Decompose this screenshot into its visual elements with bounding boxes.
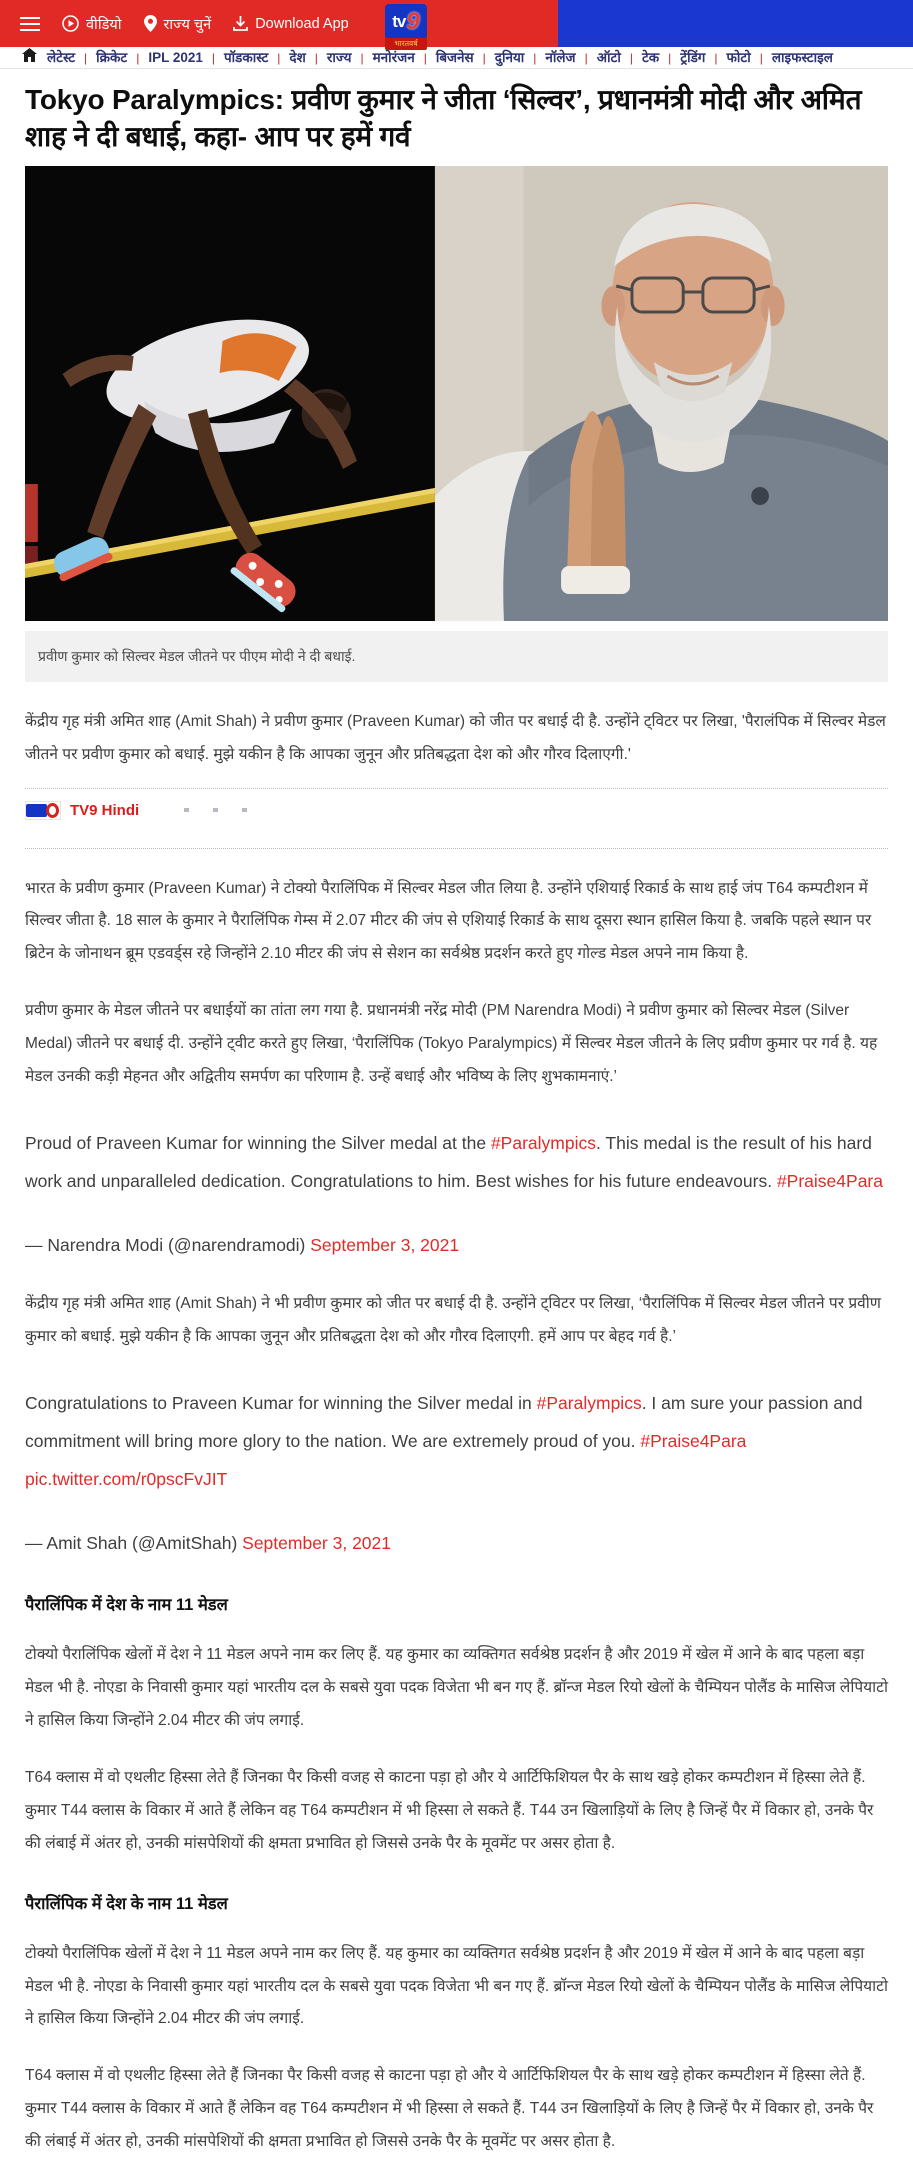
select-state-label: राज्य चुनें [163,16,212,33]
nav-separator: | [314,51,318,65]
nav-item[interactable]: फोटो [726,50,751,65]
nav-separator: | [533,51,537,65]
category-nav [0,47,913,69]
top-header [0,0,913,47]
nav-separator: | [360,51,364,65]
article-paragraph: T64 क्लास में वो एथलीट हिस्सा लेते हैं जिनका पैर किसी वजह से काटना पड़ा हो और ये आर्टिफिशियल पैर के साथ खड़े होकर कम्पटीशन में हिस्सा लेते हैं. कुमार T44 क्लास के विकार में आते हैं लेकिन वह T64 कम्पटीशन में भी हिस्सा ले सकते हैं. T44 उन खिलाड़ियों के लिए है जिन्हें पैर में विकार हो, उनके पैर की लंबाई में अंतर हो, उनकी मांसपेशियों की क्षमता प्रभावित हो जिससे उनके पैर के मूवमेंट पर असर होता है. [25,2067,874,2150]
nav-separator: | [759,51,763,65]
hashtag-link[interactable]: #Praise4Para [640,1431,747,1452]
nav-separator: | [629,51,633,65]
nav-separator: | [211,51,215,65]
nav-item[interactable]: दुनिया [494,50,525,65]
download-app-button[interactable] [233,16,349,32]
hamburger-menu-button[interactable] [20,17,40,31]
nav-item[interactable]: लाइफस्टाइल [771,50,833,65]
article-paragraph: केंद्रीय गृह मंत्री अमित शाह (Amit Shah) ने भी प्रवीण कुमार को जीत पर बधाई दी है. उन्होंने ट्विटर पर लिखा, ‘पैरालिंपिक में सिल्वर मेडल जीतने पर प्रवीण कुमार को बधाई. मुझे यकीन है कि आपका जुनून और प्रतिबद्धता देश को और गौरव दिलाएगी. हमें आप पर बेहद गर्व है.’ [25,1295,882,1346]
tweet-date-link[interactable]: September 3, 2021 [242,1533,392,1554]
article-paragraph: भारत के प्रवीण कुमार (Praveen Kumar) ने टोक्यो पैरालिंपिक में सिल्वर मेडल जीत लिया है. उन्होंने एशियाई रिकार्ड के साथ हाई जंप T64 कम्पटीशन में सिल्वर जीता है. 18 साल के कुमार ने पैरालिंपिक गेम्स में 2.07 मीटर की जंप से एशियाई रिकार्ड के साथ दूसरा स्थान हासिल किया है. जबकि पहले स्थान पर ब्रिटेन के जोनाथन ब्रूम एडवर्ड्स रहे जिन्होंने 2.10 मीटर की जंप से सेशन का सर्वश्रेष्ठ प्रदर्शन करते हुए गोल्ड मेडल अपने नाम किया है. [25,879,872,963]
hashtag-link[interactable]: #Paralympics [490,1132,596,1153]
article-paragraph: टोक्यो पैरालिंपिक खेलों में देश ने 11 मेडल अपने नाम कर लिए हैं. यह कुमार का व्यक्तिगत सर्वश्रेष्ठ प्रदर्शन है और 2019 में खेल में आने के बाद पहला बड़ा मेडल भी है. नोएडा के निवासी कुमार यहां भारतीय दल के सबसे युवा पदक विजेता भी बन गए हैं. ब्रॉन्ज मेडल रियो खेलों के चैम्पियन पोलैंड के मासिज लेपियाटो ने हासिल किया जिन्होंने 2.04 मीटर की जंप लगाई. [25,1646,888,1730]
nav-separator: | [423,51,427,65]
hamburger-icon [20,17,40,31]
article-lede: केंद्रीय गृह मंत्री अमित शाह (Amit Shah) ने प्रवीण कुमार (Praveen Kumar) को जीत पर बधाई दी है. उन्होंने ट्विटर पर लिखा, 'पैरालंपिक में सिल्वर मेडल जीतने पर प्रवीण कुमार को बधाई. मुझे यकीन है कि आपका जुनून और प्रतिबद्धता देश को और गौरव दिलाएगी.' [25,712,886,763]
nav-item[interactable]: देश [289,50,306,65]
nav-item[interactable]: क्रिकेट [96,50,128,65]
download-icon [233,16,248,32]
tweet-text: Congratulations to Praveen Kumar for winning the Silver medal in #Paralympics. I am sure your passion and commitment will bring more glory to the nation. We are extremely proud of you. #Praise4Para pic.twitter.com/r0pscFvJIT [25,1392,863,1490]
nav-separator: | [482,51,486,65]
tweet-amit-shah [25,1384,888,1563]
nav-item[interactable]: नॉलेज [545,50,576,65]
tweet-attribution: — Narendra Modi (@narendramodi) September 3, 2021 [25,1235,460,1256]
article-hero-image [25,166,888,621]
select-state-button[interactable] [144,14,212,34]
divider [25,848,888,849]
high-jump-photo [25,166,435,621]
video-label: वीडियो [86,16,122,33]
nav-item[interactable]: राज्य [326,50,352,65]
nav-item[interactable]: ऑटो [596,50,621,65]
nav-separator: | [84,51,88,65]
tweet-date-link[interactable]: September 3, 2021 [310,1235,460,1256]
article-headline: Tokyo Paralympics: प्रवीण कुमार ने जीता ‘सिल्वर’, प्रधानमंत्री मोदी और अमित शाह ने दी बधाई, कहा- आप पर हमें गर्व [25,84,862,152]
home-icon[interactable] [22,48,37,67]
byline [25,789,888,832]
article [0,82,913,2159]
tweet-text: Proud of Praveen Kumar for winning the Silver medal at the #Paralympics. This medal is the result of his hard work and unparalleled dedication. Congratulations to him. Best wishes for his future endeavours. #Praise4Para [25,1132,883,1191]
nav-item[interactable]: मनोरंजन [372,50,415,65]
play-circle-icon [62,15,79,32]
nav-separator: | [668,51,672,65]
nav-item[interactable]: टेक [641,50,660,65]
location-pin-icon [144,15,157,32]
pic-twitter-link[interactable]: pic.twitter.com/r0pscFvJIT [25,1469,228,1490]
nav-item[interactable]: बिजनेस [435,50,474,65]
nav-item[interactable]: ट्रेंडिंग [680,50,706,65]
section-heading: पैरालिंपिक में देश के नाम 11 मेडल [25,1596,228,1615]
tv9-mini-logo-icon [25,801,61,820]
nav-item[interactable]: IPL 2021 [148,50,203,65]
nav-separator: | [714,51,718,65]
download-app-label: Download App [255,15,349,32]
nav-item[interactable]: पॉडकास्ट [223,50,269,65]
tweet-modi [25,1124,888,1264]
modi-photo [435,166,888,621]
logo-banner: भारतवर्ष [385,38,427,50]
byline-meta-dots [184,808,247,812]
nav-item[interactable]: लेटेस्ट [47,50,76,65]
category-nav-items [47,48,833,67]
nav-separator: | [584,51,588,65]
header-blue-panel [558,0,913,47]
hashtag-link[interactable]: #Paralympics [536,1392,642,1413]
tv9-bharatvarsh-logo[interactable] [385,4,427,54]
section-heading: पैरालिंपिक में देश के नाम 11 मेडल [25,1894,228,1913]
nav-separator: | [277,51,281,65]
article-paragraph: प्रवीण कुमार के मेडल जीतने पर बधाईयों का तांता लग गया है. प्रधानमंत्री नरेंद्र मोदी (PM Narendra Modi) ने प्रवीण कुमार को सिल्वर मेडल (Silver Medal) जीतने पर बधाई दी. उन्होंने ट्वीट करते हुए लिखा, ‘पैरालिंपिक (Tokyo Paralympics) में सिल्वर मेडल जीतने के लिए प्रवीण कुमार पर गर्व है. यह मेडल उनकी कड़ी मेहनत और अद्वितीय समर्पण का परिणाम है. उन्हें बधाई और भविष्य के लिए शुभकामनाएं.’ [25,1002,878,1085]
article-paragraph: टोक्यो पैरालिंपिक खेलों में देश ने 11 मेडल अपने नाम कर लिए हैं. यह कुमार का व्यक्तिगत सर्वश्रेष्ठ प्रदर्शन है और 2019 में खेल में आने के बाद पहला बड़ा मेडल भी है. नोएडा के निवासी कुमार यहां भारतीय दल के सबसे युवा पदक विजेता भी बन गए हैं. ब्रॉन्ज मेडल रियो खेलों के चैम्पियन पोलैंड के मासिज लेपियाटो ने हासिल किया जिन्होंने 2.04 मीटर की जंप लगाई. [25,1944,888,2028]
tweet-attribution: — Amit Shah (@AmitShah) September 3, 2021 [25,1533,392,1554]
tv9-logo-mark: tv 9 [385,4,427,40]
nav-separator: | [136,51,140,65]
byline-author-link[interactable]: TV9 Hindi [70,801,140,819]
article-paragraph: T64 क्लास में वो एथलीट हिस्सा लेते हैं जिनका पैर किसी वजह से काटना पड़ा हो और ये आर्टिफिशियल पैर के साथ खड़े होकर कम्पटीशन में हिस्सा लेते हैं. कुमार T44 क्लास के विकार में आते हैं लेकिन वह T64 कम्पटीशन में भी हिस्सा ले सकते हैं. T44 उन खिलाड़ियों के लिए है जिन्हें पैर में विकार हो, उनके पैर की लंबाई में अंतर हो, उनकी मांसपेशियों की क्षमता प्रभावित हो जिससे उनके पैर के मूवमेंट पर असर होता है. [25,1769,874,1852]
hashtag-link[interactable]: #Praise4Para [776,1170,883,1191]
video-nav-button[interactable] [62,14,122,34]
image-caption: प्रवीण कुमार को सिल्वर मेडल जीतने पर पीएम मोदी ने दी बधाई. [25,631,888,682]
